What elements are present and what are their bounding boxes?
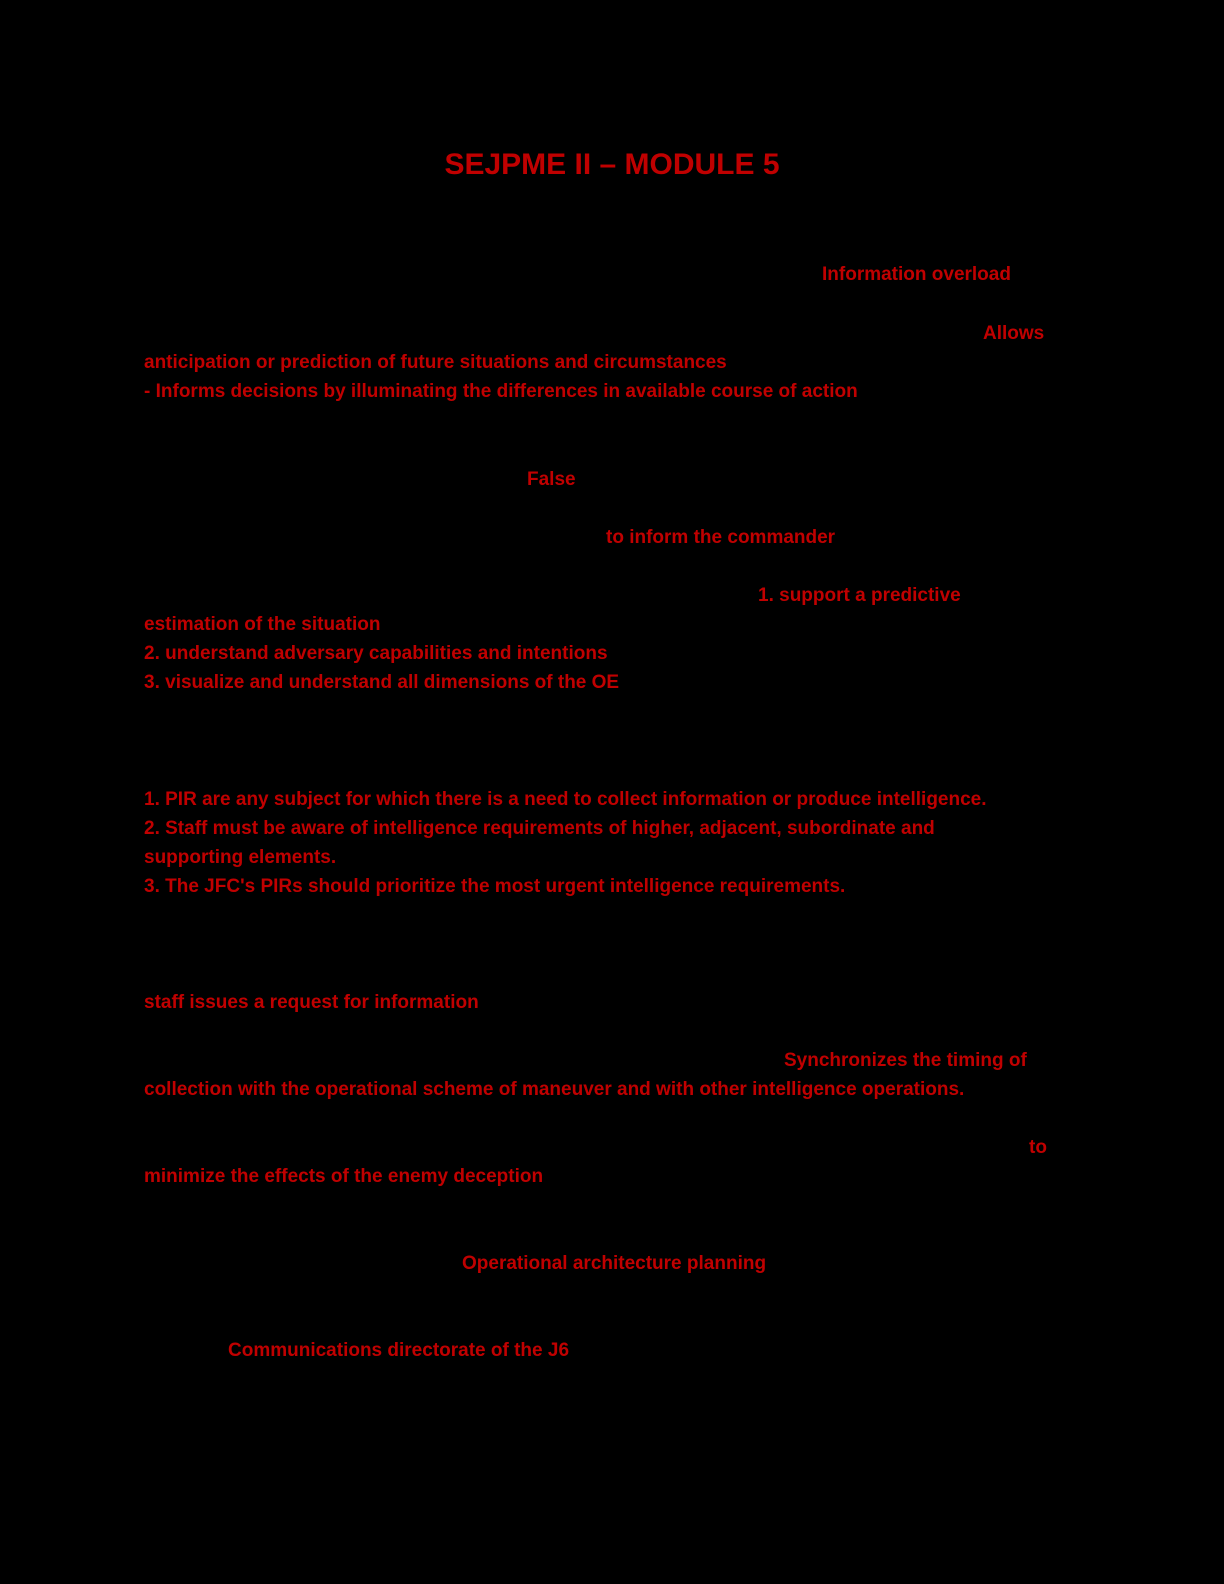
answer-7: staff issues a request for information [144,992,479,1013]
answer-3: False [527,469,576,490]
answer-11: Communications directorate of the J6 [228,1340,570,1361]
answer-6-line-1: 1. PIR are any subject for which there is a need to collect information or produce intelligence. [144,789,987,810]
answer-6-line-3: supporting elements. [144,847,337,868]
answer-8-line-2: collection with the operational scheme of maneuver and with other intelligence operations. [144,1079,965,1100]
answer-5-line-1: 1. support a predictive [758,585,961,606]
answer-2-line-2: anticipation or prediction of future situations and circumstances [144,352,727,373]
answer-4: to inform the commander [606,527,836,548]
answer-6-line-4: 3. The JFC's PIRs should prioritize the most urgent intelligence requirements. [144,876,846,897]
answer-8-line-1: Synchronizes the timing of [784,1050,1027,1071]
answer-2-line-1: Allows [983,323,1045,344]
answer-2-line-3: - Informs decisions by illuminating the differences in available course of action [144,381,858,402]
answer-9-line-2: minimize the effects of the enemy deception [144,1166,544,1187]
answer-9-line-1: to [1029,1137,1047,1158]
answer-5-line-3: 2. understand adversary capabilities and intentions [144,643,608,664]
answer-10: Operational architecture planning [462,1253,767,1274]
answer-5-line-2: estimation of the situation [144,614,381,635]
answer-5-line-4: 3. visualize and understand all dimensions of the OE [144,672,620,693]
answer-6-line-2: 2. Staff must be aware of intelligence requirements of higher, adjacent, subordinate and [144,818,935,839]
page-title: SEJPME II – MODULE 5 [444,148,780,181]
answer-1: Information overload [822,264,1011,285]
